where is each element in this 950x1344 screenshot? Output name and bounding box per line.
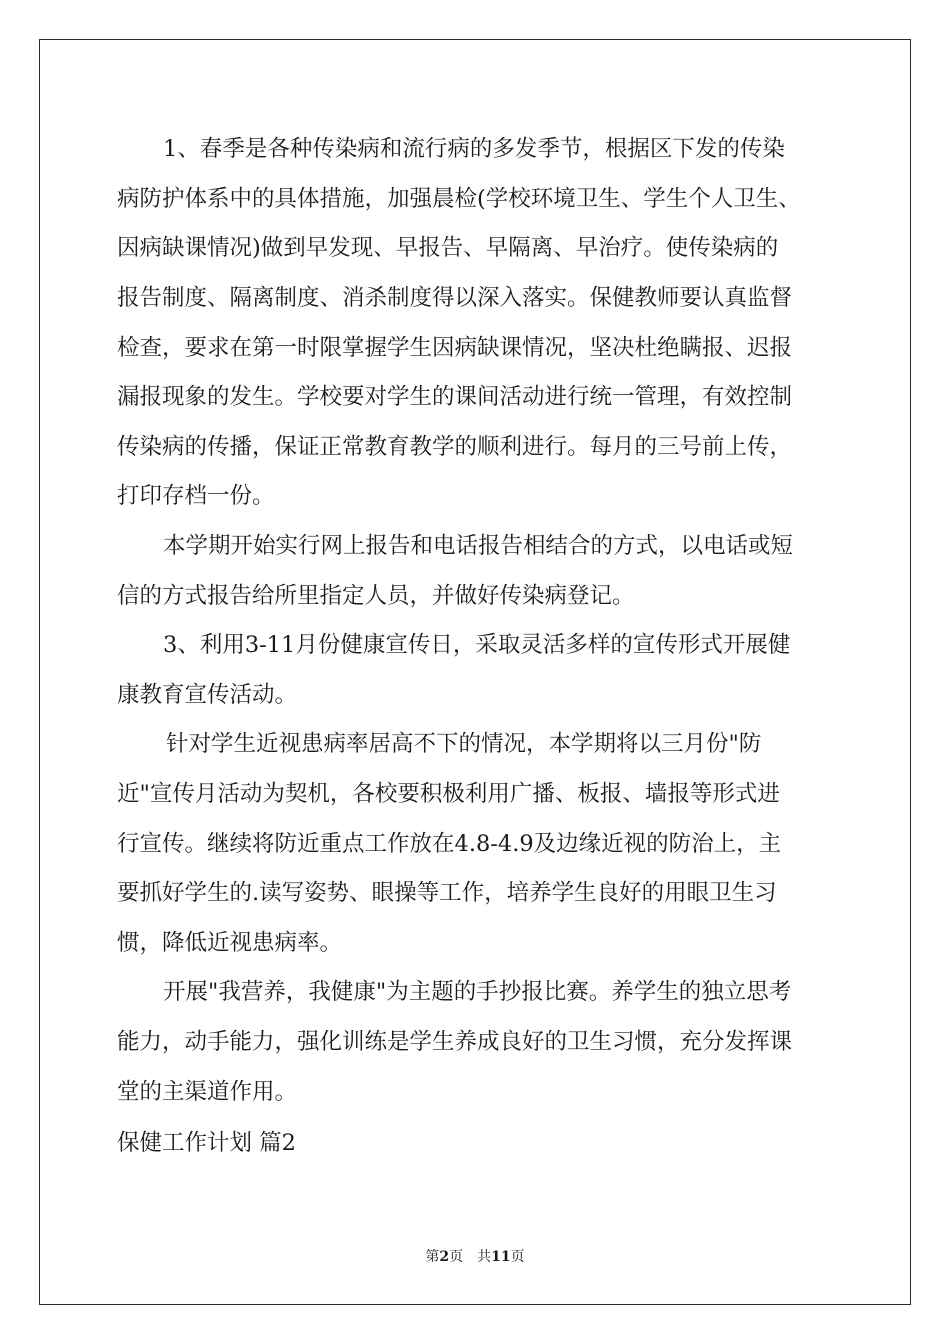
body-line: 传染病的传播，保证正常教育教学的顺利进行。每月的三号前上传， — [117, 434, 793, 460]
body-line: 漏报现象的发生。学校要对学生的课间活动进行统一管理，有效控制 — [117, 384, 793, 410]
body-line: 行宣传。继续将防近重点工作放在4.8-4.9及边缘近视的防治上，主 — [117, 831, 782, 857]
body-line: 要抓好学生的.读写姿势、眼操等工作，培养学生良好的用眼卫生习 — [117, 880, 777, 906]
total-page-number: 11 — [491, 1249, 511, 1265]
body-line: 针对学生近视患病率居高不下的情况，本学期将以三月份"防 — [166, 731, 762, 757]
body-line: 近"宣传月活动为契机，各校要积极利用广播、板报、墙报等形式进 — [117, 781, 780, 807]
page-border — [39, 39, 911, 1305]
body-line: 能力，动手能力，强化训练是学生养成良好的卫生习惯，充分发挥课 — [117, 1029, 793, 1055]
body-line: 检查，要求在第一时限掌握学生因病缺课情况，坚决杜绝瞒报、迟报 — [117, 335, 793, 361]
body-line: 打印存档一份。 — [117, 483, 275, 509]
body-line: 康教育宣传活动。 — [117, 682, 298, 708]
body-line: 因病缺课情况)做到早发现、早报告、早隔离、早治疗。使传染病的 — [117, 235, 779, 261]
body-line: 开展"我营养，我健康"为主题的手抄报比赛。养学生的独立思考 — [163, 979, 792, 1005]
body-line: 本学期开始实行网上报告和电话报告相结合的方式，以电话或短 — [163, 533, 794, 559]
current-page-number: 2 — [439, 1249, 450, 1265]
page-number-footer — [0, 1248, 950, 1266]
section-heading: 保健工作计划 篇2 — [117, 1130, 296, 1156]
body-line: 病防护体系中的具体措施，加强晨检(学校环境卫生、学生个人卫生、 — [117, 186, 801, 212]
footer-suffix: 页 — [510, 1249, 525, 1265]
body-line: 报告制度、隔离制度、消杀制度得以深入落实。保健教师要认真监督 — [117, 285, 793, 311]
body-line: 3、利用3-11月份健康宣传日，采取灵活多样的宣传形式开展健 — [163, 632, 791, 658]
body-line: 堂的主渠道作用。 — [117, 1079, 298, 1105]
footer-mid: 页 共 — [449, 1249, 492, 1265]
footer-prefix: 第 — [425, 1249, 440, 1265]
body-line: 1、春季是各种传染病和流行病的多发季节，根据区下发的传染 — [163, 136, 785, 162]
body-line: 惯，降低近视患病率。 — [117, 930, 343, 956]
body-line: 信的方式报告给所里指定人员，并做好传染病登记。 — [117, 583, 635, 609]
